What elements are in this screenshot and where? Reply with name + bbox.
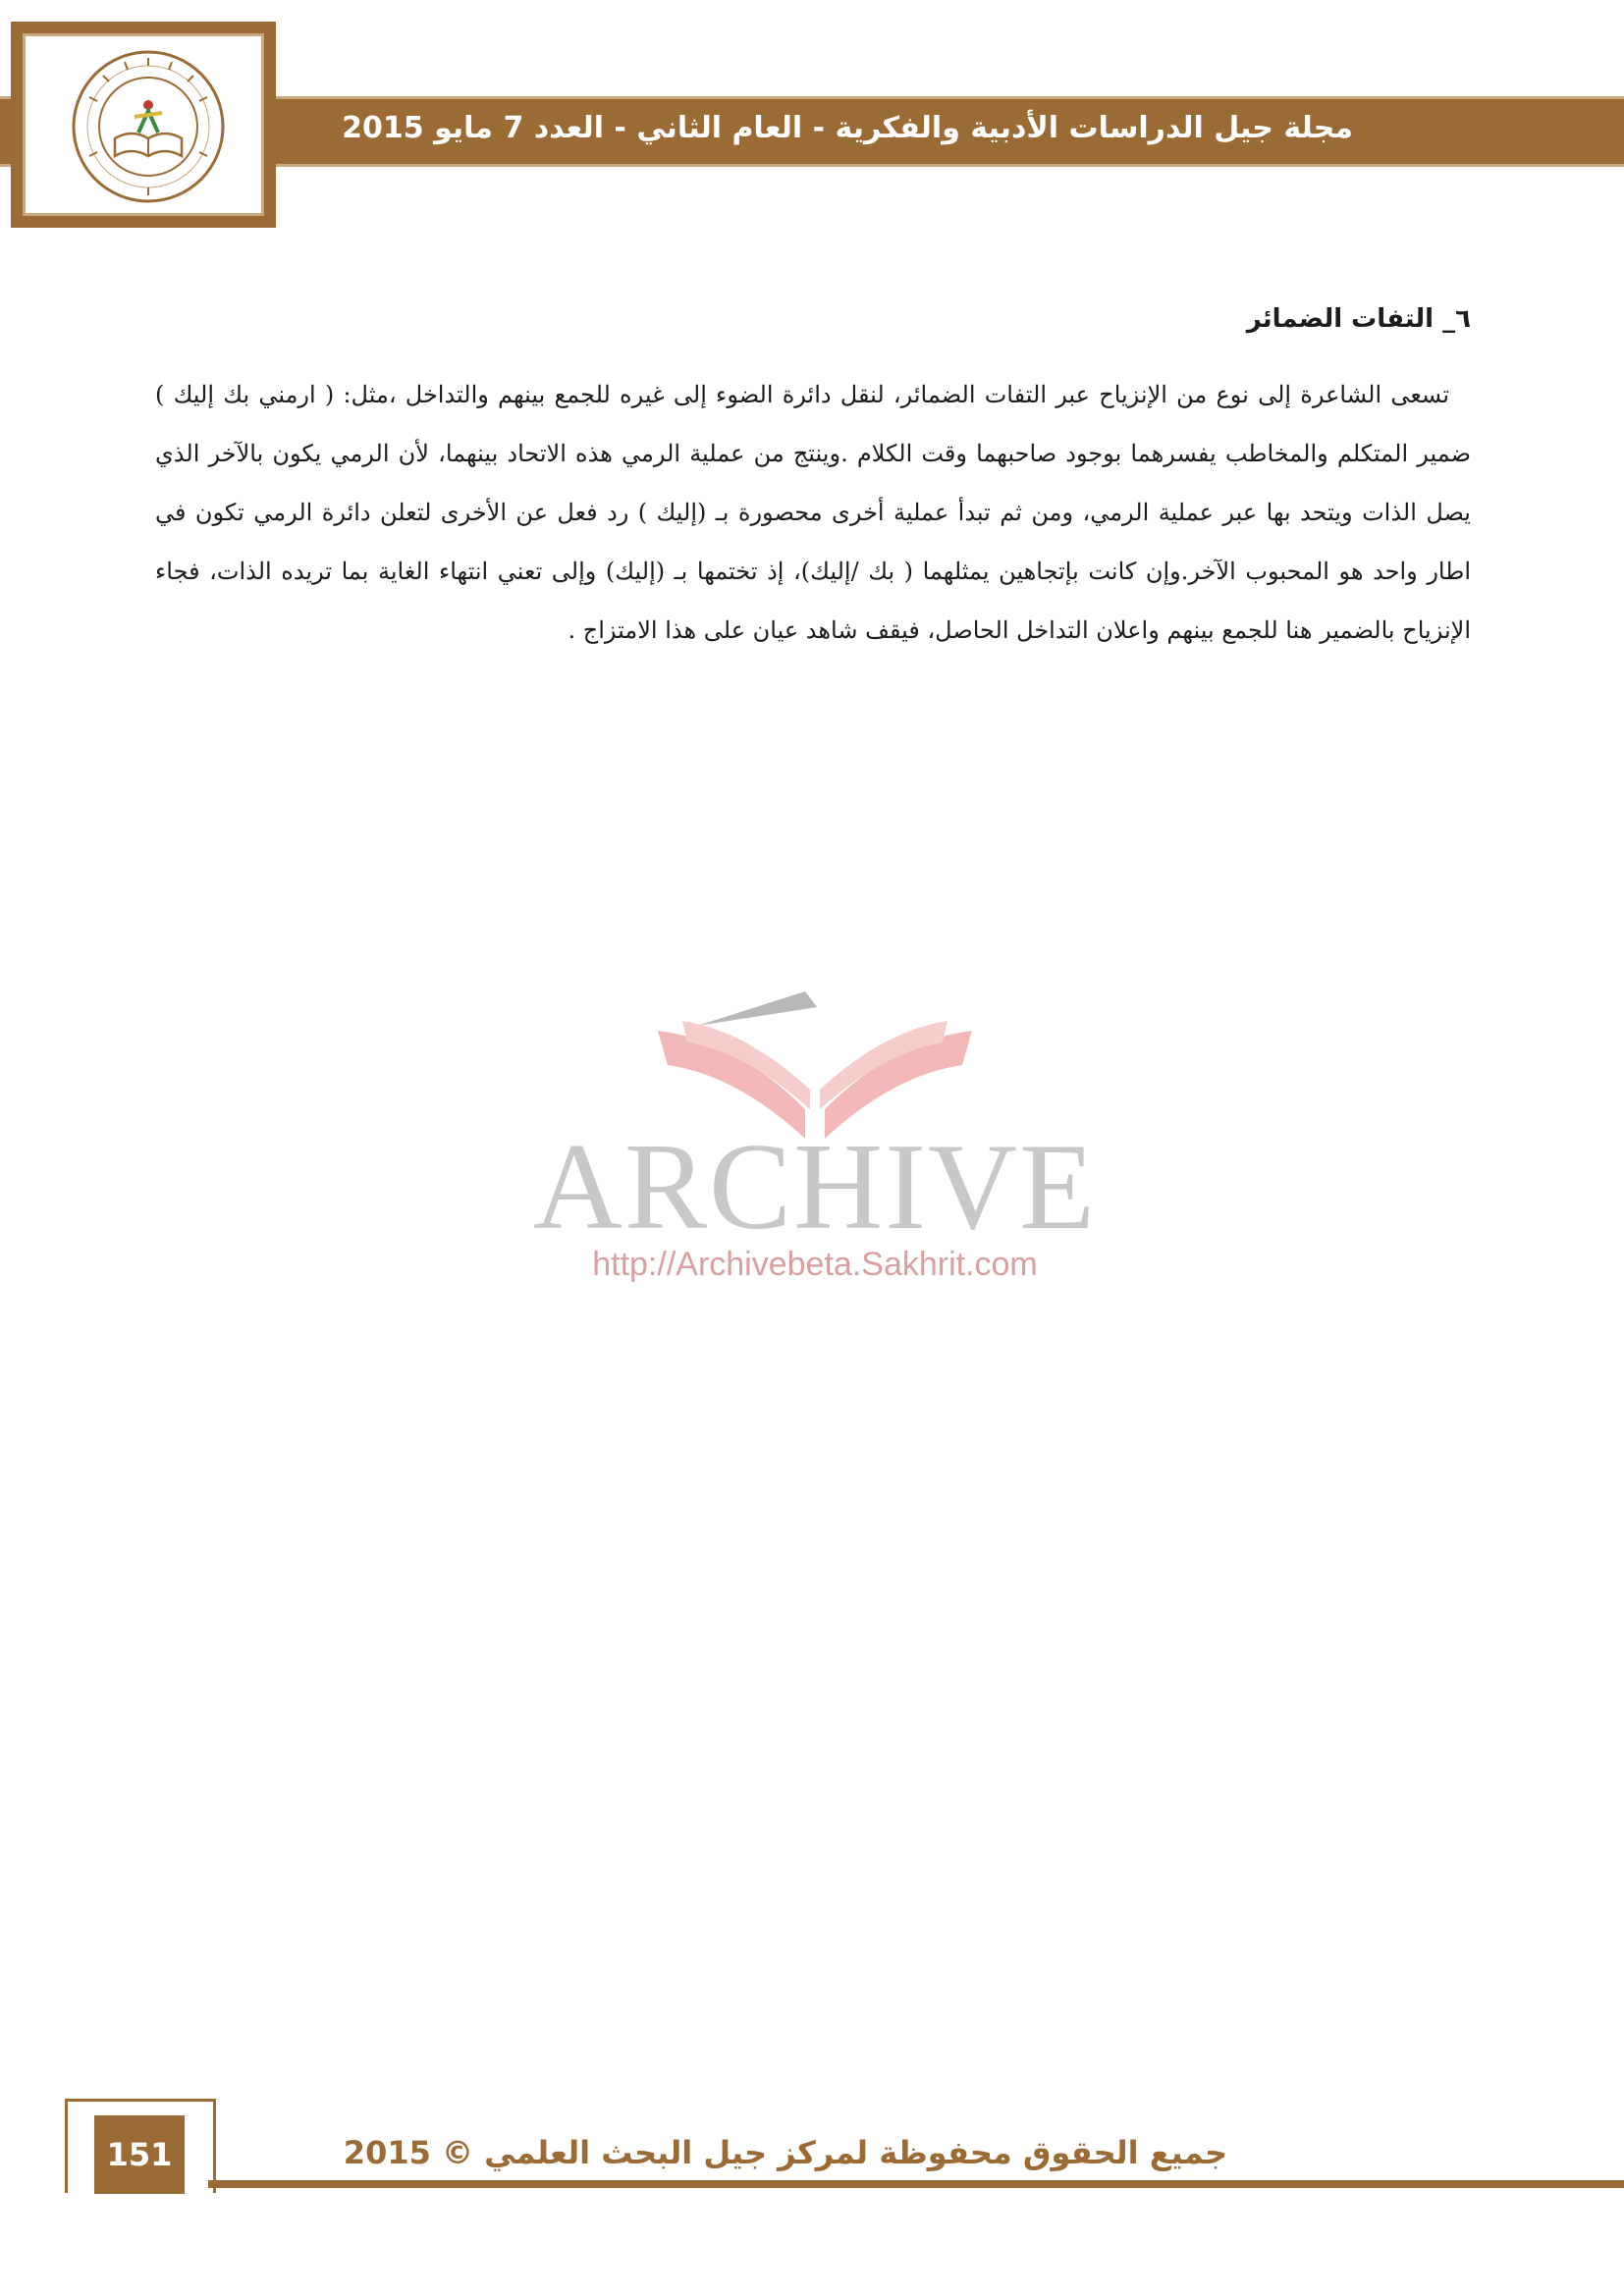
page-number: 151 (94, 2115, 185, 2194)
article-body (155, 294, 1471, 660)
logo-inner-panel (23, 33, 264, 216)
journal-logo-frame (11, 22, 276, 228)
open-book-seal-icon (70, 48, 227, 205)
watermark-url: http://Archivebeta.Sakhrit.com (592, 1246, 1038, 1283)
watermark-archive-text: ARCHIVE (533, 1119, 1097, 1255)
open-book-watermark-icon (511, 972, 1119, 1139)
footer-rule (208, 2180, 1624, 2188)
journal-header-title: مجلة جيل الدراسات الأدبية والفكرية - العام الثاني - العدد 7 مايو 2015 (342, 111, 1353, 145)
copyright-notice: جميع الحقوق محفوظة لمركز جيل البحث العلمي © 2015 (343, 2134, 1228, 2171)
archive-watermark (511, 972, 1119, 1296)
section-heading: ٦_ التفات الضمائر (1246, 304, 1471, 334)
body-paragraph: تسعى الشاعرة إلى نوع من الإنزياح عبر التفات الضمائر، لنقل دائرة الضوء إلى غيره للجمع بينهم والتداخل ،مثل: ( ارمني بك إليك ) ضمير المتكلم والمخاطب يفسرهما بوجود صاحبهما وقت الكلام .وينتج من عملية الرمي هذه الاتحاد بينهما، لأن الرمي يكون بالآخر الذي يصل الذات ويتحد بها عبر عملية الرمي، ومن ثم تبدأ عملية أخرى محصورة بـ (إليك ) رد فعل عن الأخرى لتعلن دائرة الرمي تكون في اطار واحد هو المحبوب الآخر.وإن كانت بإتجاهين يمثلهما ( بك /إليك)، إذ تختمها بـ (إليك) وإلى تعني انتهاء الغاية بما تريده الذات، فجاء الإنزياح بالضمير هنا للجمع بينهم واعلان التداخل الحاصل، فيقف شاهد عيان على هذا الامتزاج . (155, 381, 1471, 644)
